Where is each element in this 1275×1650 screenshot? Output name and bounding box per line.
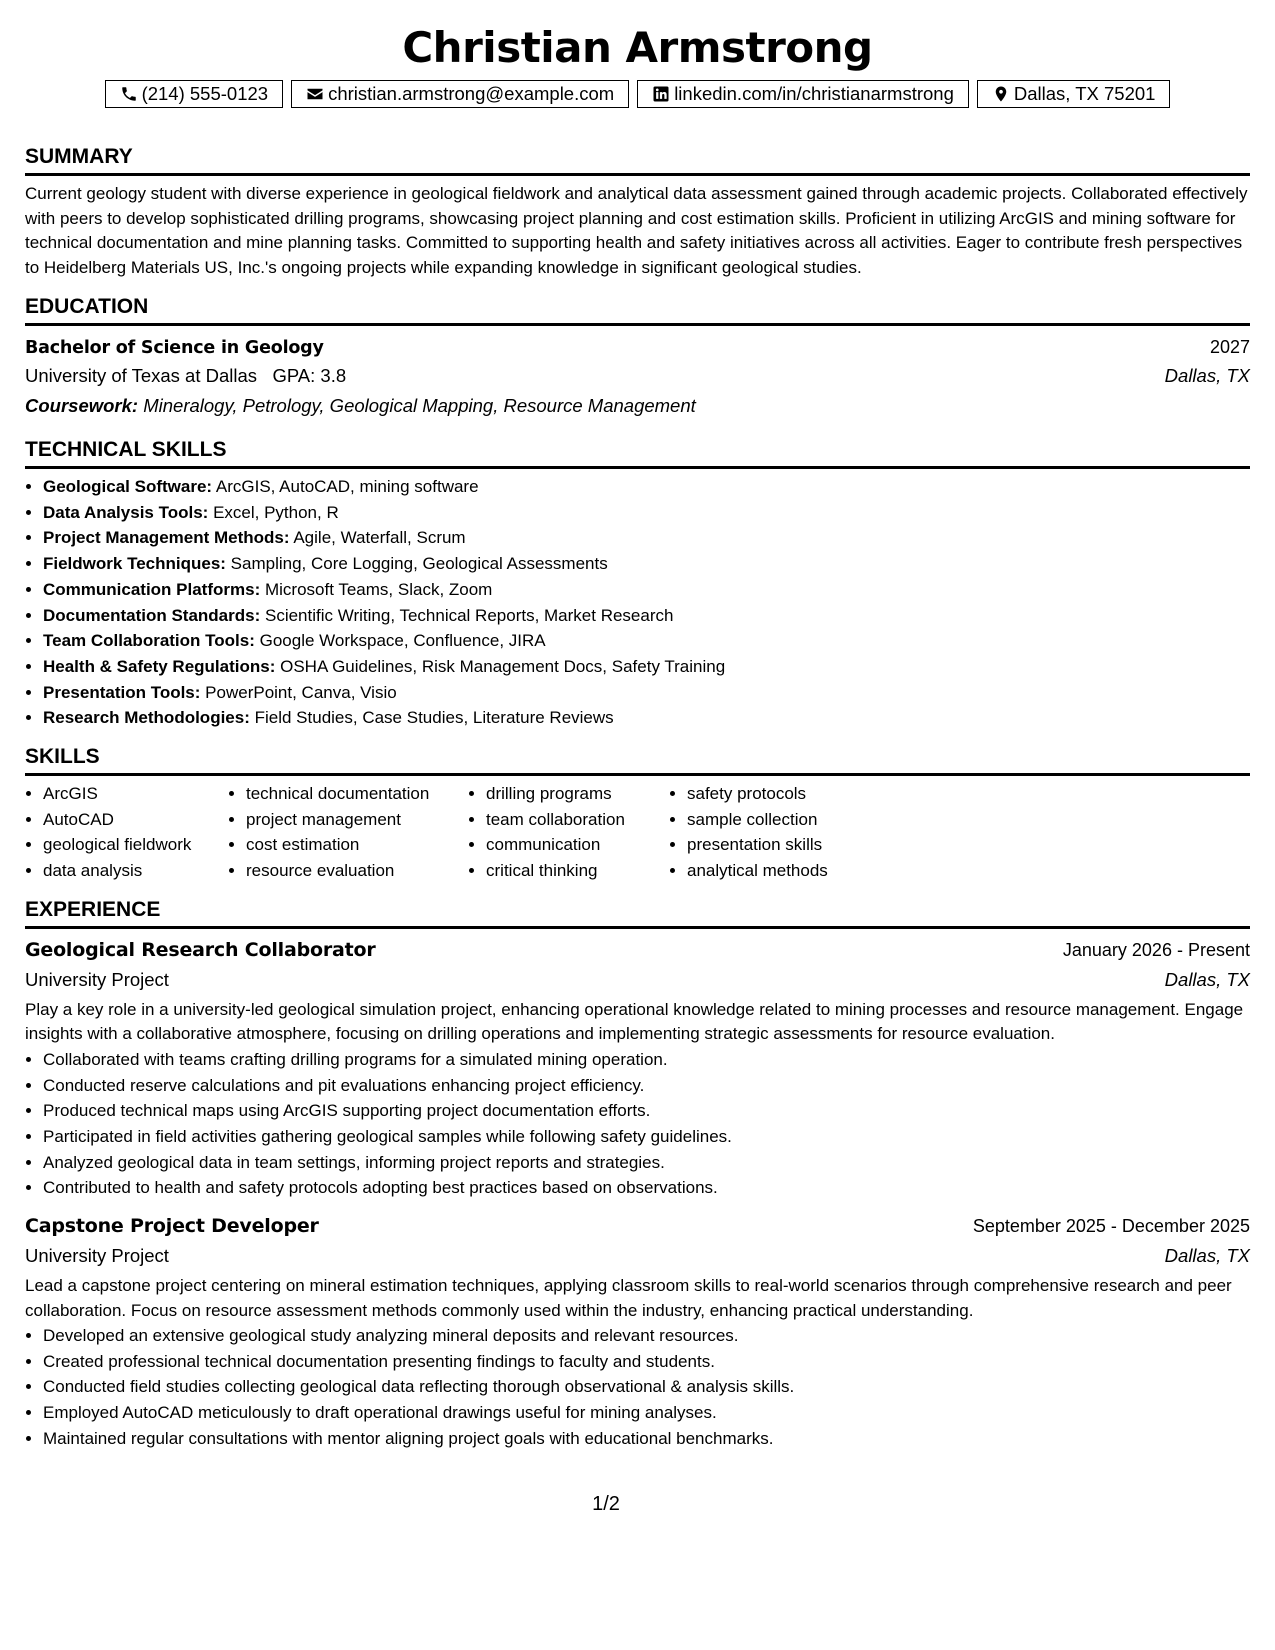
job-entry [25,1212,1250,1452]
contact-email[interactable] [291,80,629,108]
list-item: • Data Analysis Tools: Excel, Python, R [43,500,1250,526]
job-title: Capstone Project Developer [25,1215,319,1238]
linkedin-icon [652,85,670,103]
list-item: • Health & Safety Regulations: OSHA Guidelines, Risk Management Docs, Safety Training [43,654,1250,680]
list-item: • Produced technical maps using ArcGIS supporting project documentation efforts. [43,1098,1250,1124]
section-title-technical-skills: TECHNICAL SKILLS [25,437,1250,469]
list-item: • Analyzed geological data in team settings, informing project reports and strategies. [43,1150,1250,1176]
section-title-education: EDUCATION [25,294,1250,326]
linkedin-text: linkedin.com/in/christianarmstrong [674,83,954,104]
list-item: • Contributed to health and safety protocols adopting best practices based on observations. [43,1175,1250,1201]
list-item: • cost estimation [246,832,468,858]
list-item: • geological fieldwork [43,832,228,858]
list-item: • analytical methods [687,858,887,884]
list-item: • Conducted field studies collecting geological data reflecting thorough observational & analysis skills. [43,1374,1250,1400]
list-item: • project management [246,807,468,833]
list-item: • technical documentation [246,781,468,807]
list-item: • Team Collaboration Tools: Google Workspace, Confluence, JIRA [43,628,1250,654]
page-number: 1/2 [592,1493,620,1515]
list-item: • Documentation Standards: Scientific Writing, Technical Reports, Market Research [43,603,1250,629]
section-title-experience: EXPERIENCE [25,897,1250,929]
skills-column [228,781,468,884]
list-item: • team collaboration [486,807,669,833]
list-item: • Maintained regular consultations with mentor aligning project goals with educational benchmarks. [43,1426,1250,1452]
job-dates: January 2026 - Present [1062,939,1250,960]
job-organization: University Project [25,1245,169,1267]
experience-section [25,897,1250,1452]
job-bullets [25,1047,1250,1201]
list-item: • drilling programs [486,781,669,807]
contact-bar [25,80,1250,108]
phone-text: (214) 555-0123 [141,83,269,104]
summary-section [25,144,1250,280]
job-location: Dallas, TX [1164,1245,1250,1267]
list-item: • presentation skills [687,832,887,858]
gpa: GPA: 3.8 [272,365,347,386]
summary-text: Current geology student with diverse experience in geological fieldwork and analytical data assessment gained through academic projects. Collaborated effectively with peers to develop sophisticated drilling programs, showcasing project planning and cost estimation skills. Proficient in utilizing ArcGIS and mining software for technical documentation and mine planning tasks. Committed to supporting health and safety initiatives across all activities. Eager to contribute fresh perspectives to Heidelberg Materials US, Inc.'s ongoing projects while expanding knowledge in significant geological studies. [25,184,1248,277]
skills-section [25,744,1250,884]
technical-skills-section [25,437,1250,731]
job-location: Dallas, TX [1164,968,1250,990]
job-entry [25,936,1250,1201]
technical-skills-list [25,474,1250,731]
job-organization: University Project [25,968,169,990]
list-item: • Created professional technical documentation presenting findings to faculty and students. [43,1349,1250,1375]
candidate-name: Christian Armstrong [402,23,873,72]
list-item: • communication [486,832,669,858]
skills-column [468,781,669,884]
job-title: Geological Research Collaborator [25,938,376,961]
list-item: • resource evaluation [246,858,468,884]
list-item: • Presentation Tools: PowerPoint, Canva, Visio [43,680,1250,706]
list-item: • Fieldwork Techniques: Sampling, Core Logging, Geological Assessments [43,551,1250,577]
school-location: Dallas, TX [1164,365,1250,386]
envelope-icon [306,85,324,103]
skills-column [25,781,228,884]
list-item: • AutoCAD [43,807,228,833]
coursework-label: Coursework: [25,395,139,416]
contact-phone[interactable] [105,80,284,108]
skills-grid [25,781,1250,884]
list-item: • Conducted reserve calculations and pit evaluations enhancing project efficiency. [43,1073,1250,1099]
list-item: • Collaborated with teams crafting drilling programs for a simulated mining operation. [43,1047,1250,1073]
email-text: christian.armstrong@example.com [328,83,615,104]
list-item: • Geological Software: ArcGIS, AutoCAD, mining software [43,474,1250,500]
coursework-list: Mineralogy, Petrology, Geological Mapping, Resource Management [143,395,696,416]
education-section [25,294,1250,421]
list-item: • Employed AutoCAD meticulously to draft operational drawings useful for mining analyses. [43,1400,1250,1426]
list-item: • ArcGIS [43,781,228,807]
section-title-summary: SUMMARY [25,144,1250,176]
list-item: • data analysis [43,858,228,884]
list-item: • Project Management Methods: Agile, Waterfall, Scrum [43,525,1250,551]
map-pin-icon [992,85,1010,103]
job-description: Lead a capstone project centering on mineral estimation techniques, applying classroom skills to real-world scenarios through comprehensive research and peer collaboration. Focus on resource assessment methods commonly used within the industry, enhancing practical understanding. [25,1276,1232,1320]
list-item: • Participated in field activities gathering geological samples while following safety guidelines. [43,1124,1250,1150]
list-item: • Communication Platforms: Microsoft Teams, Slack, Zoom [43,577,1250,603]
contact-location [977,80,1171,108]
location-text: Dallas, TX 75201 [1013,83,1156,104]
contact-linkedin[interactable] [637,80,969,108]
degree-title: Bachelor of Science in Geology [25,338,324,358]
job-dates: September 2025 - December 2025 [972,1216,1250,1237]
job-bullets [25,1323,1250,1452]
graduation-year: 2027 [1209,337,1250,357]
section-title-skills: SKILLS [25,744,1250,776]
list-item: • Developed an extensive geological study analyzing mineral deposits and relevant resources. [43,1323,1250,1349]
list-item: • sample collection [687,807,887,833]
list-item: • critical thinking [486,858,669,884]
list-item: • safety protocols [687,781,887,807]
school-name: University of Texas at Dallas [25,365,258,386]
list-item: • Research Methodologies: Field Studies, Case Studies, Literature Reviews [43,705,1250,731]
job-description: Play a key role in a university-led geological simulation project, enhancing operational knowledge related to mining processes and resource management. Engage insights with a collaborative atmosphere, focusing on drilling operations and implementing strategic assessments for resource evaluation. [25,999,1244,1044]
skills-column [669,781,887,884]
resume-page [25,18,1250,1452]
phone-icon [120,85,138,103]
